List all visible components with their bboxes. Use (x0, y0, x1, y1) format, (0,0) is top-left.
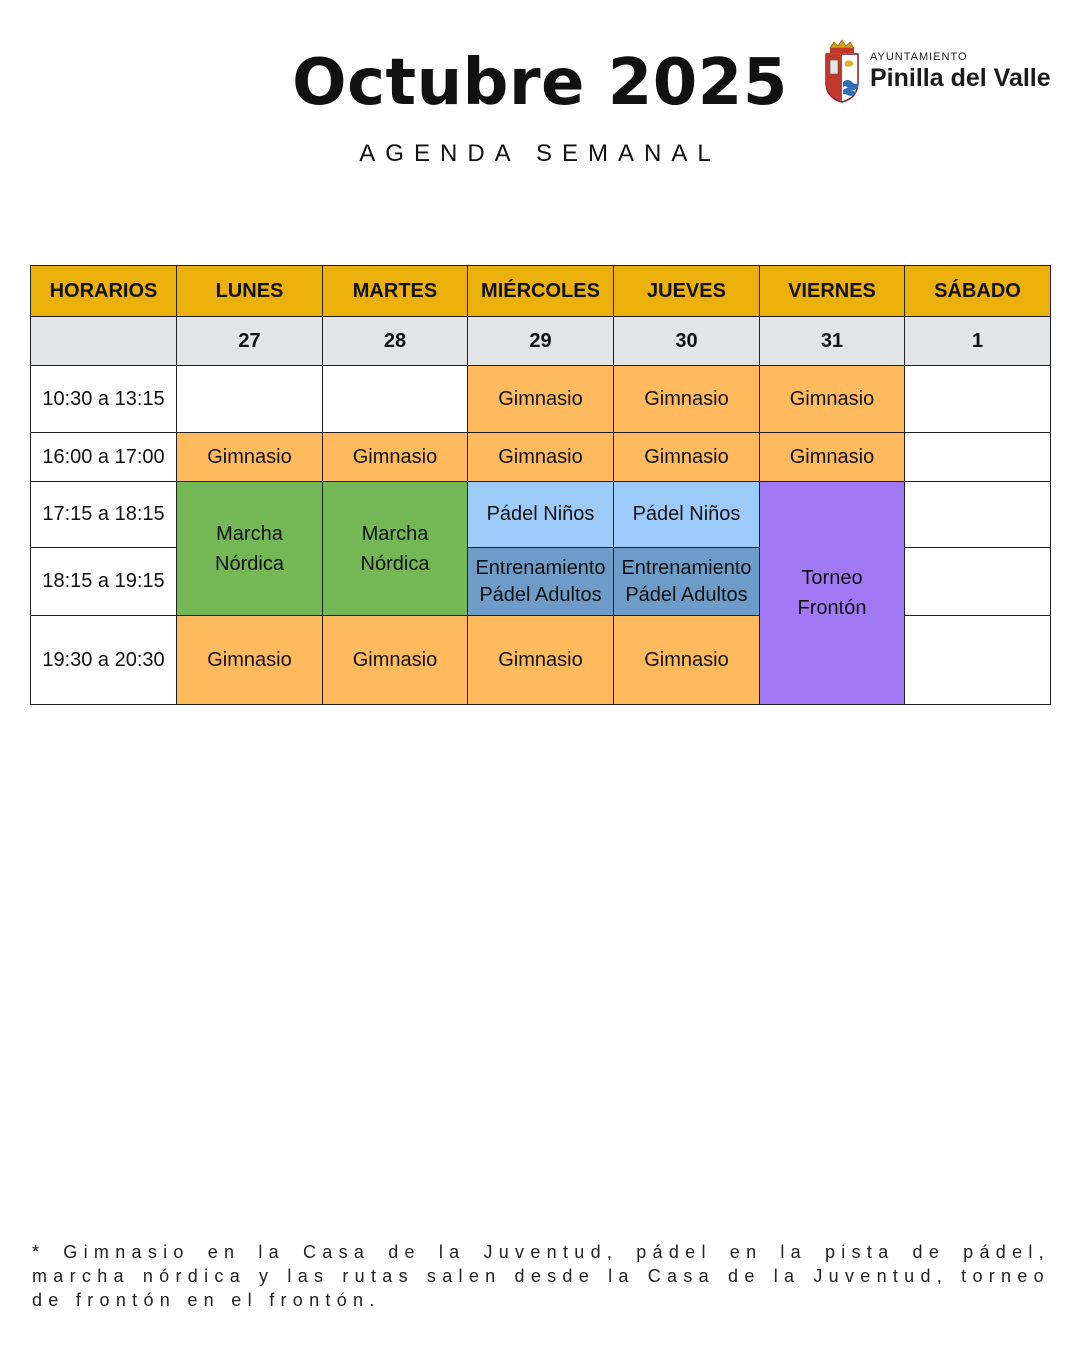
empty-cell (905, 548, 1051, 616)
activity-padel-adultos (468, 548, 614, 616)
empty-cell (905, 366, 1051, 433)
activity-line: Nórdica (360, 552, 430, 575)
weekly-schedule-table (30, 265, 1051, 705)
date-cell: 28 (323, 317, 468, 366)
activity-gimnasio: Gimnasio (614, 616, 760, 705)
column-header: HORARIOS (31, 266, 177, 317)
coat-of-arms-icon (822, 38, 862, 104)
activity-line: Marcha (216, 522, 283, 545)
activity-gimnasio: Gimnasio (760, 366, 905, 433)
logo-name: Pinilla del Valle (870, 63, 1051, 92)
empty-cell (177, 366, 323, 433)
activity-padel-ninos: Pádel Niños (614, 482, 760, 548)
activity-gimnasio: Gimnasio (323, 616, 468, 705)
activity-gimnasio: Gimnasio (323, 433, 468, 482)
activity-line: Marcha (361, 522, 429, 545)
page-title: Octubre 2025 (292, 46, 788, 120)
page-subtitle: AGENDA SEMANAL (359, 140, 721, 167)
activity-padel-adultos (614, 548, 760, 616)
activity-marcha-nordica (177, 482, 323, 616)
activity-torneo-fronton (760, 482, 905, 705)
date-cell (31, 317, 177, 366)
date-cell: 31 (760, 317, 905, 366)
empty-cell (905, 482, 1051, 548)
activity-gimnasio: Gimnasio (614, 366, 760, 433)
empty-cell (905, 616, 1051, 705)
column-header: SÁBADO (905, 266, 1051, 317)
activity-gimnasio: Gimnasio (468, 616, 614, 705)
date-cell: 30 (614, 317, 760, 366)
activity-gimnasio: Gimnasio (614, 433, 760, 482)
time-cell: 16:00 a 17:00 (31, 433, 177, 482)
column-header: JUEVES (614, 266, 760, 317)
activity-line: Pádel Adultos (625, 583, 748, 606)
time-cell: 18:15 a 19:15 (31, 548, 177, 616)
time-cell: 19:30 a 20:30 (31, 616, 177, 705)
date-cell: 29 (468, 317, 614, 366)
column-header: MARTES (323, 266, 468, 317)
activity-gimnasio: Gimnasio (468, 433, 614, 482)
activity-line: Torneo (801, 567, 863, 589)
activity-gimnasio: Gimnasio (468, 366, 614, 433)
column-header: VIERNES (760, 266, 905, 317)
column-header: MIÉRCOLES (468, 266, 614, 317)
time-cell: 10:30 a 13:15 (31, 366, 177, 433)
date-cell: 1 (905, 317, 1051, 366)
activity-line: Entrenamiento (475, 556, 606, 579)
activity-line: Pádel Adultos (479, 583, 602, 606)
activity-line: Frontón (797, 597, 867, 619)
dates-row (31, 317, 1051, 366)
municipality-logo (822, 36, 1052, 106)
time-cell: 17:15 a 18:15 (31, 482, 177, 548)
time-row (31, 366, 1051, 433)
time-row (31, 433, 1051, 482)
activity-line: Entrenamiento (621, 556, 752, 579)
empty-cell (905, 433, 1051, 482)
activity-line: Nórdica (215, 552, 284, 575)
date-cell: 27 (177, 317, 323, 366)
column-header: LUNES (177, 266, 323, 317)
time-row (31, 482, 1051, 548)
logo-caption: AYUNTAMIENTO (870, 50, 968, 63)
header-row (31, 266, 1051, 317)
footnote: * Gimnasio en la Casa de la Juventud, pádel en la pista de pádel, marcha nórdica y las rutas salen desde la Casa de la Juventud, torneo de frontón en el frontón. (32, 1242, 1050, 1310)
empty-cell (323, 366, 468, 433)
activity-gimnasio: Gimnasio (177, 616, 323, 705)
activity-padel-ninos: Pádel Niños (468, 482, 614, 548)
activity-gimnasio: Gimnasio (760, 433, 905, 482)
activity-marcha-nordica (323, 482, 468, 616)
activity-gimnasio: Gimnasio (177, 433, 323, 482)
